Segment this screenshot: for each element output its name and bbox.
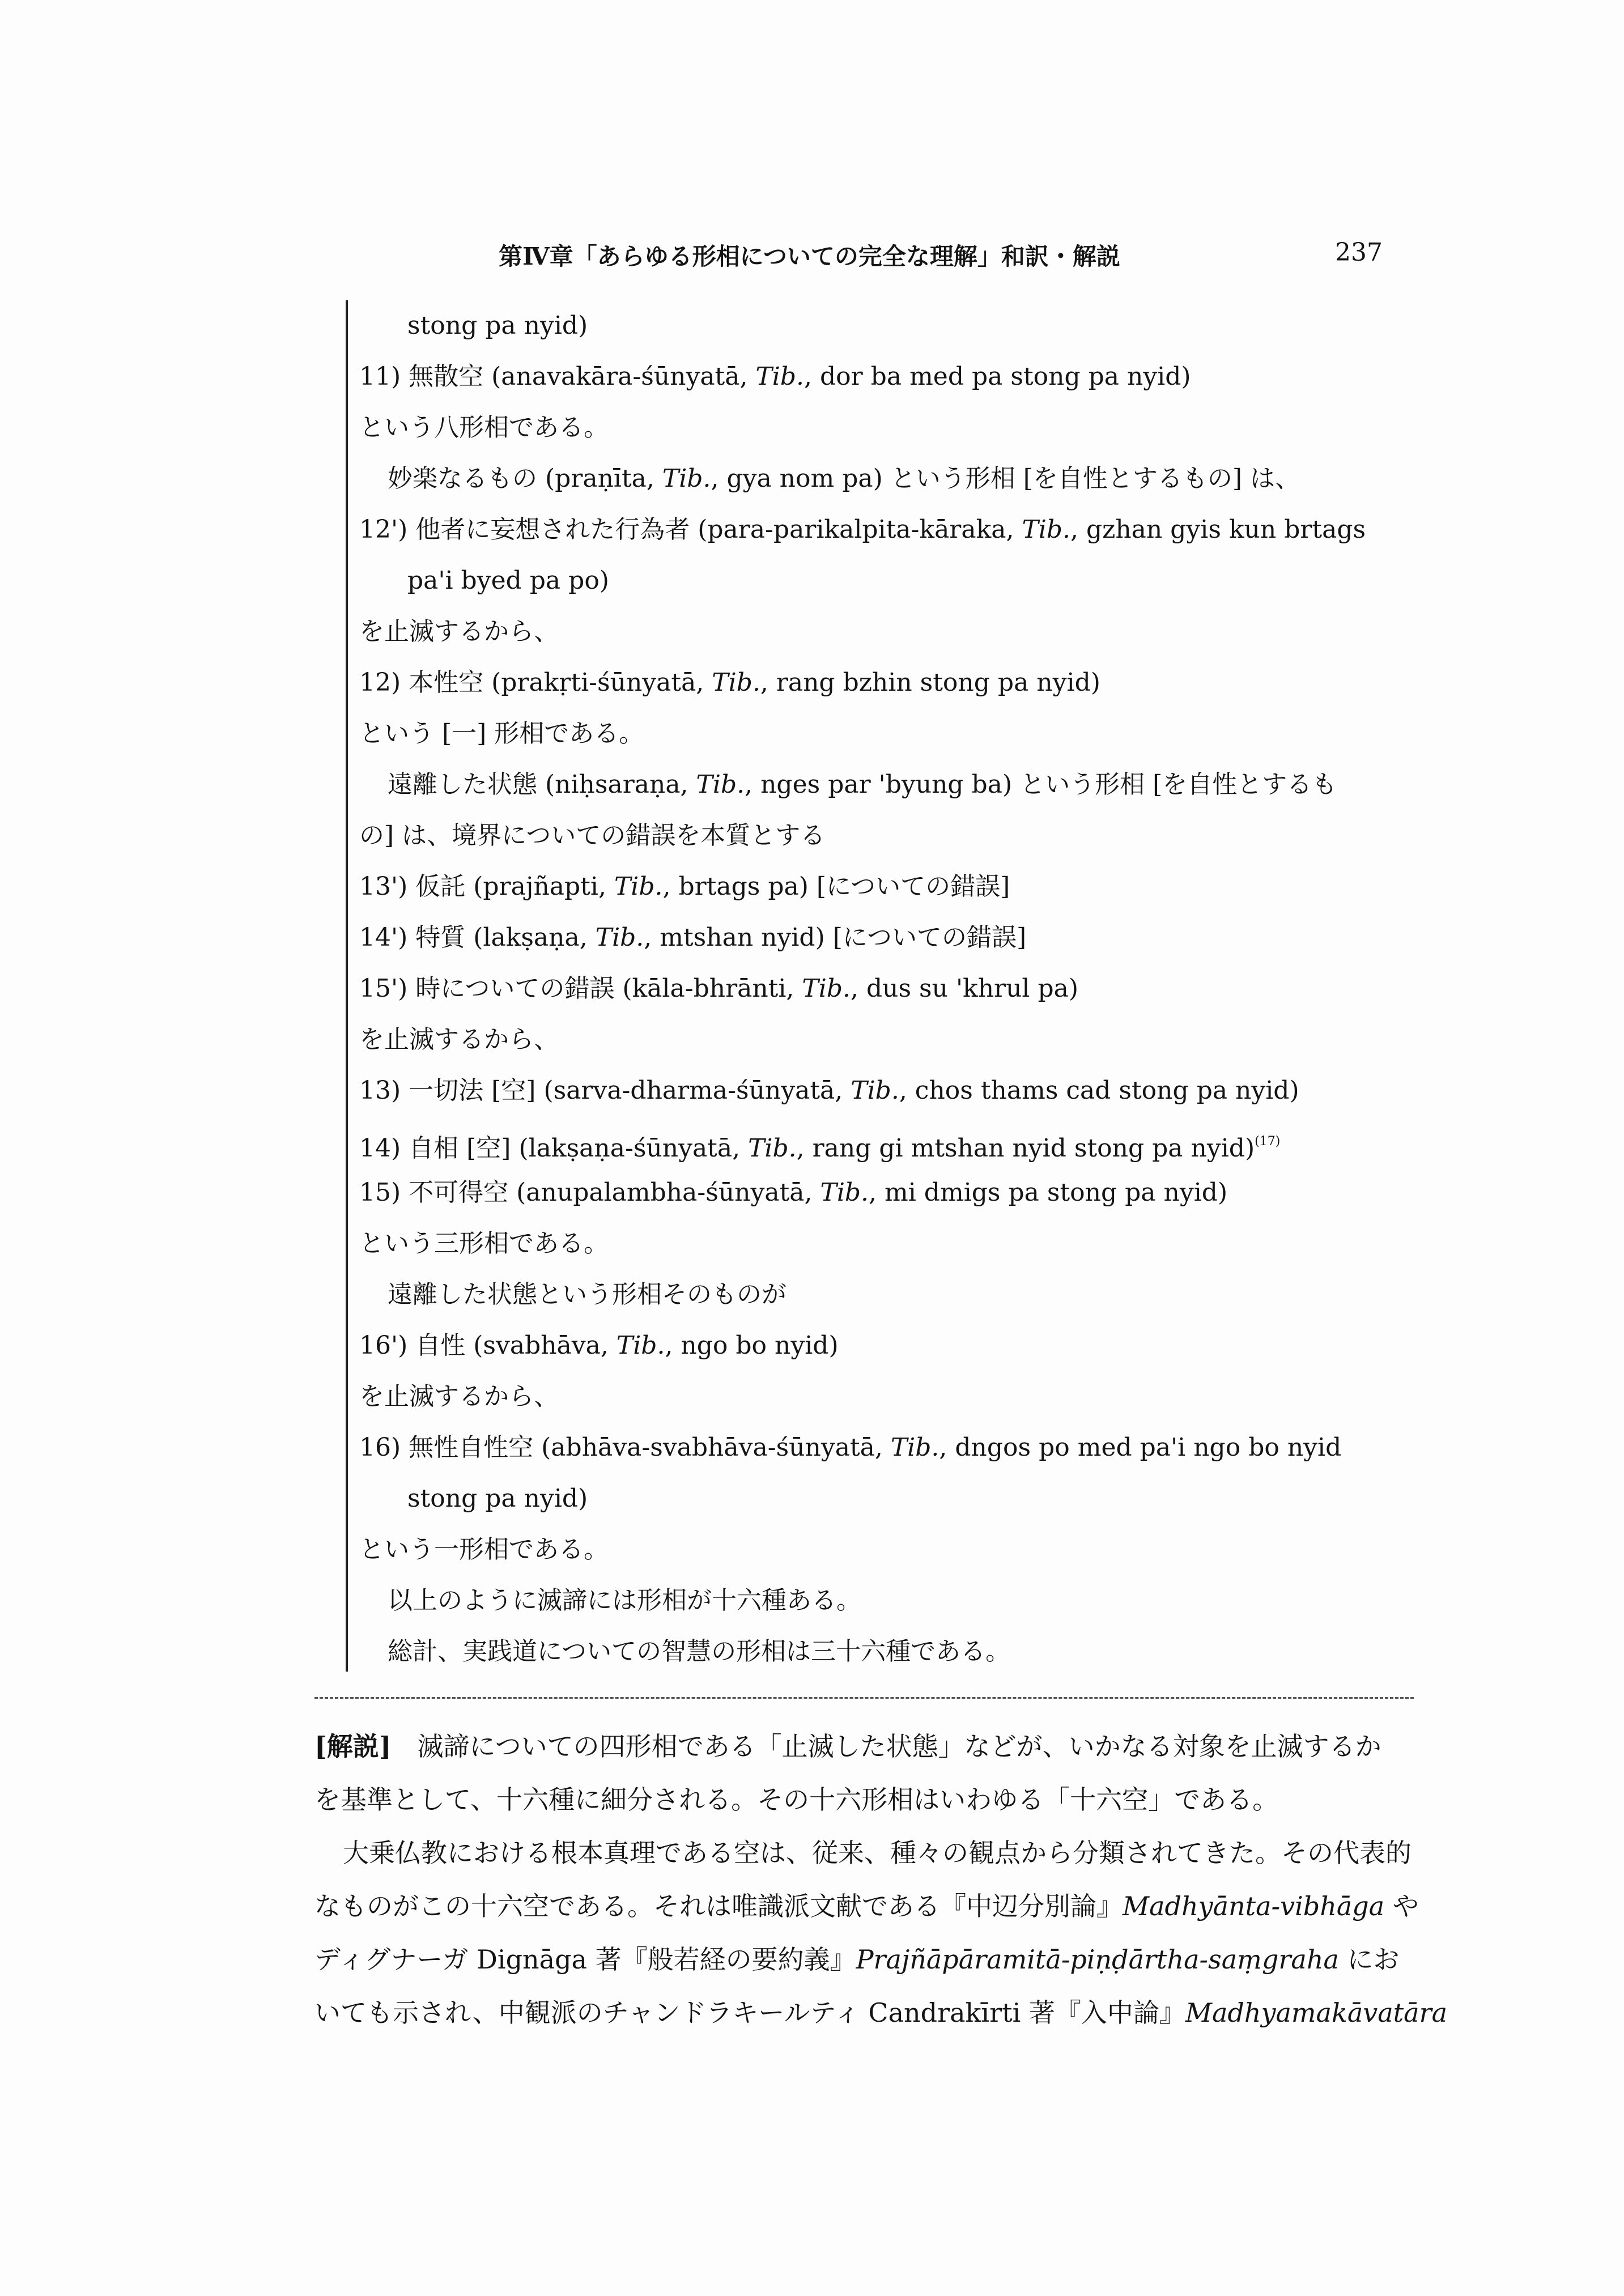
commentary-line: を基準として、十六種に細分される。その十六形相はいわゆる「十六空」である。 — [314, 1784, 1279, 1815]
section-divider — [314, 1697, 1414, 1699]
commentary-line: なものがこの十六空である。それは唯識派文献である『中辺分別論』Madhyānta-vibhāga や — [314, 1891, 1419, 1921]
translation-line: 遠離した状態 (niḥsaraṇa, Tib., nges par 'byung ba) という形相 [を自性とするも — [388, 770, 1337, 799]
translation-line: 以上のように滅諦には形相が十六種ある。 — [388, 1586, 861, 1615]
translation-line: を止滅するから、 — [359, 1382, 559, 1411]
translation-block — [346, 300, 1413, 1672]
header-title: 第Ⅳ章「あらゆる形相についての完全な理解」和訳・解説 — [499, 243, 1120, 270]
translation-line: 14') 特質 (lakṣaṇa, Tib., mtshan nyid) [についての錯誤] — [359, 923, 1027, 952]
translation-line: 12) 本性空 (prakṛti-śūnyatā, Tib., rang bzhin stong pa nyid) — [359, 668, 1100, 697]
commentary-line: いても示され、中観派のチャンドラキールティ Candrakīrti 著『入中論』Madhyamakāvatāra — [314, 1997, 1447, 2028]
translation-line: という三形相である。 — [359, 1229, 609, 1258]
translation-line: を止滅するから、 — [359, 617, 559, 646]
running-header — [499, 238, 1383, 278]
translation-line: 11) 無散空 (anavakāra-śūnyatā, Tib., dor ba med pa stong pa nyid) — [359, 362, 1191, 391]
translation-line: stong pa nyid) — [407, 1484, 588, 1513]
translation-line: 16') 自性 (svabhāva, Tib., ngo bo nyid) — [359, 1331, 839, 1360]
translation-line: 14) 自相 [空] (lakṣaṇa-śūnyatā, Tib., rang gi mtshan nyid stong pa nyid)$^{(17)}$ — [359, 1134, 1281, 1163]
translation-line: pa'i byed pa po) — [407, 566, 609, 595]
translation-line: 12') 他者に妄想された行為者 (para-parikalpita-kāraka, Tib., gzhan gyis kun brtags — [359, 515, 1366, 544]
commentary-line: ディグナーガ Dignāga 著『般若経の要約義』Prajñāpāramitā-piṇḍārtha-saṃgraha にお — [314, 1944, 1400, 1975]
translation-line: 13') 仮託 (prajñapti, Tib., brtags pa) [についての錯誤] — [359, 872, 1010, 901]
footnote-marker: (17) — [1255, 1134, 1281, 1149]
translation-line: という一形相である。 — [359, 1535, 609, 1564]
commentary-line: [解説] 滅諦についての四形相である「止滅した状態」などが、いかなる対象を止滅するか — [314, 1731, 1381, 1762]
commentary-line: 大乗仏教における根本真理である空は、従来、種々の観点から分類されてきた。その代表的 — [343, 1838, 1412, 1868]
page-number: 237 — [1335, 238, 1383, 267]
translation-line: を止滅するから、 — [359, 1025, 559, 1054]
translation-line: という [一] 形相である。 — [359, 719, 644, 748]
translation-line: の] は、境界についての錯誤を本質とする — [359, 821, 826, 850]
translation-line: 13) 一切法 [空] (sarva-dharma-śūnyatā, Tib., chos thams cad stong pa nyid) — [359, 1076, 1299, 1105]
commentary-label: [解説] — [314, 1731, 392, 1762]
translation-line: 妙楽なるもの (praṇīta, Tib., gya nom pa) という形相 [を自性とするもの] は、 — [388, 464, 1300, 493]
translation-line: 16) 無性自性空 (abhāva-svabhāva-śūnyatā, Tib., dngos po med pa'i ngo bo nyid — [359, 1433, 1342, 1462]
translation-line: stong pa nyid) — [407, 311, 588, 340]
translation-line: 総計、実践道についての智慧の形相は三十六種である。 — [388, 1637, 1011, 1666]
translation-line: 15') 時についての錯誤 (kāla-bhrānti, Tib., dus su 'khrul pa) — [359, 974, 1079, 1003]
translation-line: 遠離した状態という形相そのものが — [388, 1280, 787, 1309]
translation-line: 15) 不可得空 (anupalambha-śūnyatā, Tib., mi dmigs pa stong pa nyid) — [359, 1178, 1228, 1207]
translation-line: という八形相である。 — [359, 413, 609, 442]
